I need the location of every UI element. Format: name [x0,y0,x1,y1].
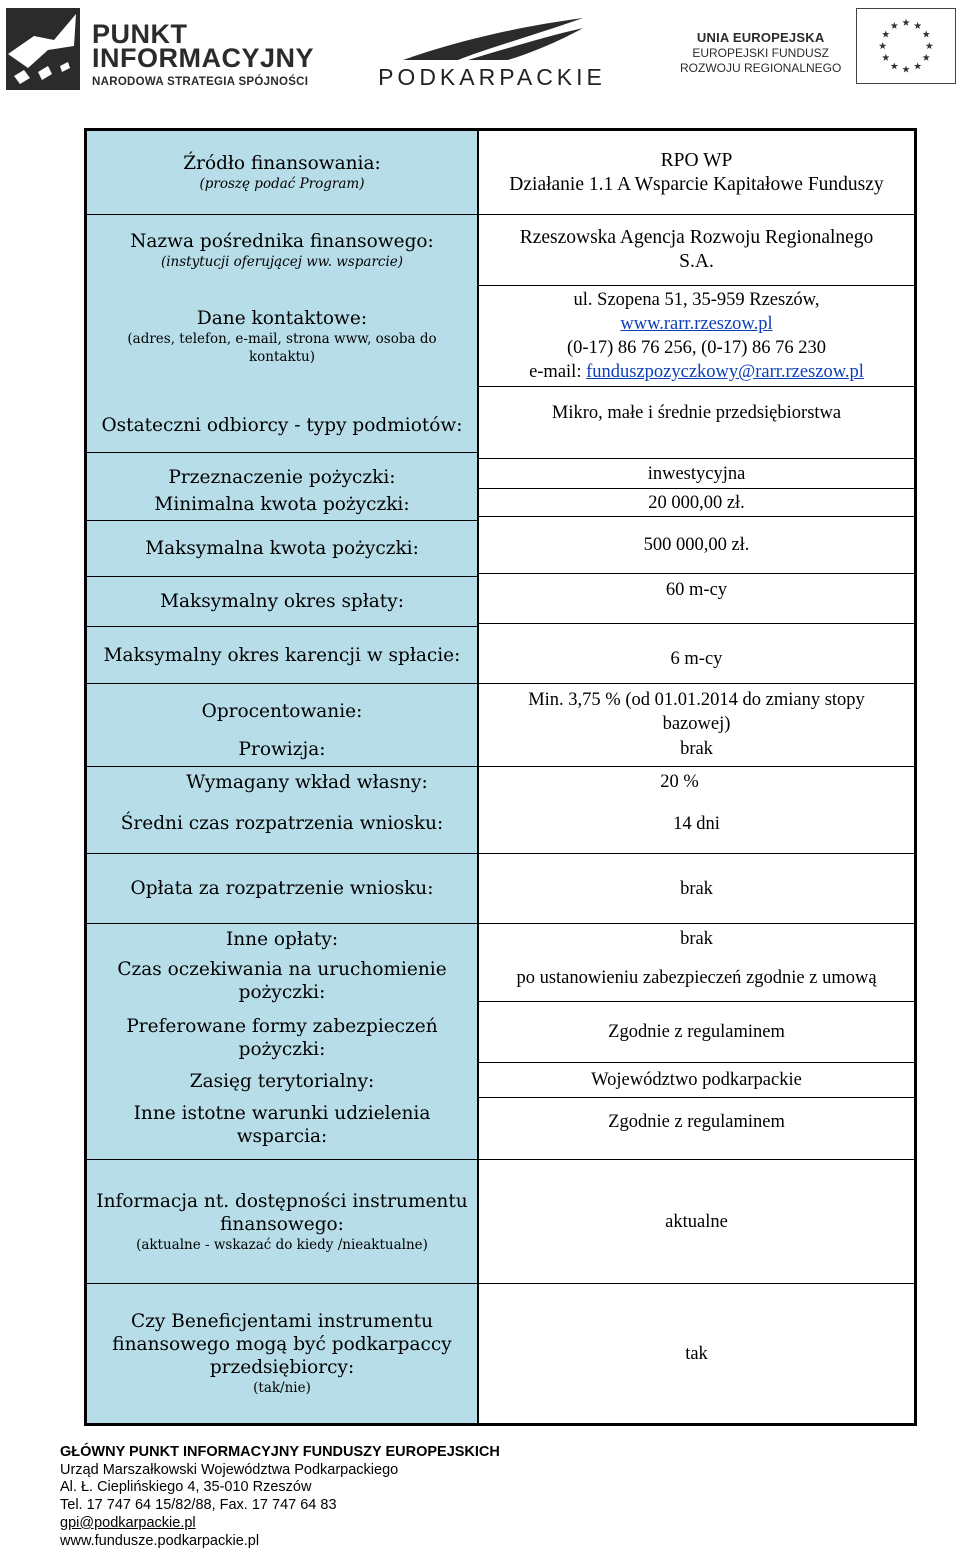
label-zabezpieczenia-line1: Preferowane formy zabezpieczeń [126,1016,438,1037]
row-wklad [87,767,914,797]
eu-star-icon [914,22,921,29]
sub-posrednik: (instytucji oferującej ww. wsparcie) [160,253,404,270]
row-prowizja [87,734,914,764]
value-odbiorcy: Mikro, małe i średnie przedsiębiorstwa [551,403,842,423]
row-warunki-value [87,1098,914,1146]
row-beneficjenci [87,1284,914,1423]
eu-star-icon [926,42,933,49]
label-dostepnosc-line2: finansowego: [220,1213,344,1235]
value-oplata: brak [680,878,713,899]
label-warunki-line1: Inne istotne warunki udzielenia [133,1103,431,1124]
label-beneficjenci-line2: finansowego mogą być podkarpaccy [112,1334,452,1355]
value-kontakt-address: ul. Szopena 51, 35-959 Rzeszów, [573,290,820,310]
label-kontakt: Dane kontaktowe: [196,307,368,329]
label-inne-oplaty: Inne opłaty: [225,928,339,950]
sub-kontakt: (adres, telefon, e-mail, strona www, osoba do kontaktu) [127,330,437,365]
row-max-kwota-value [87,517,914,573]
label-oprocentowanie: Oprocentowanie: [201,701,363,722]
label-warunki-line2: wsparcia: [236,1126,328,1147]
eu-wordmark [680,30,841,76]
podkarpackie-logo [378,14,606,90]
sub-beneficjenci: (tak/nie) [253,1380,311,1396]
row-posrednik [87,215,914,285]
value-dostepnosc: aktualne [665,1211,728,1232]
label-prowizja: Prowizja: [238,738,326,760]
label-zasieg: Zasięg terytorialny: [189,1070,375,1092]
page-footer [60,1444,500,1550]
label-max-kwota: Maksymalna kwota pożyczki: [145,538,419,559]
value-max-kwota: 500 000,00 zł. [643,535,750,555]
label-dostepnosc-line1: Informacja nt. dostępności instrumentu [96,1190,468,1212]
row-max-okres-value [87,574,914,623]
row-czas-rozpatrzenia [87,797,914,853]
value-karencja: 6 m-cy [670,649,723,669]
label-beneficjenci-line3: przedsiębiorcy: [209,1357,355,1378]
value-czas-oczekiwania: po ustanowieniu zabezpieczeń zgodnie z umową [516,967,877,988]
row-inne-oplaty [87,924,914,954]
value-czas-rozpatrzenia: 14 dni [673,814,720,834]
eu-fund-line2: ROZWOJU REGIONALNEGO [680,61,842,75]
value-max-okres: 60 m-cy [665,580,728,600]
value-min-kwota: 20 000,00 zł. [648,492,745,513]
row-zasieg-value [87,1063,914,1097]
label-czas-oczekiwania-line2: pożyczki: [238,982,326,1003]
value-inne-oplaty: brak [680,929,713,949]
label-min-kwota: Minimalna kwota pożyczki: [154,494,410,515]
eu-star-icon [923,54,930,61]
value-wklad: 20 % [660,772,699,792]
nss-subtitle: NARODOWA STRATEGIA SPÓJNOŚCI [92,76,309,88]
row-przeznaczenie-value [87,459,914,488]
label-beneficjenci-line1: Czy Beneficjentami instrumentu [130,1311,434,1332]
footer-phone: Tel. 17 747 64 15/82/88, Fax. 17 747 64 83 [60,1497,337,1514]
label-oplata: Opłata za rozpatrzenie wniosku: [130,878,434,899]
row-dostepnosc [87,1160,914,1283]
value-kontakt-email-line [529,360,864,384]
eu-fund-line1: EUROPEJSKI FUNDUSZ [692,46,830,60]
label-czas-rozpatrzenia: Średni czas rozpatrzenia wniosku: [120,813,444,834]
podkarpackie-wordmark: PODKARPACKIE [378,64,606,90]
label-zrodlo: Źródło finansowania: [183,153,381,174]
contact-www-link[interactable]: www.rarr.rzeszow.pl [620,314,773,334]
value-warunki: Zgodnie z regulaminem [608,1112,785,1132]
punkt-informacyjny-logo-icon [4,6,82,92]
sub-dostepnosc: (aktualne - wskazać do kiedy /nieaktualne) [136,1236,428,1253]
row-kontakt [87,286,914,386]
row-zrodlo [87,131,914,214]
sub-zrodlo: (proszę podać Program) [199,176,365,192]
label-odbiorcy: Ostateczni odbiorcy - typy podmiotów: [101,415,463,436]
value-oprocentowanie-line2: bazowej) [662,713,731,734]
eu-star-icon [902,19,909,26]
eu-star-icon [902,65,909,72]
eu-star-icon [882,30,889,37]
row-czas-oczekiwania-value [87,954,914,1001]
footer-email-link[interactable]: gpi@podkarpackie.pl [60,1514,196,1531]
footer-office: Urząd Marszałkowski Województwa Podkarpackiego [60,1461,399,1478]
value-posrednik-line2: S.A. [679,251,714,272]
value-zabezpieczenia: Zgodnie z regulaminem [608,1022,785,1042]
row-min-kwota [87,489,914,520]
label-posrednik: Nazwa pośrednika finansowego: [130,230,434,252]
eu-star-icon [882,54,889,61]
eu-star-icon [891,22,898,29]
value-posrednik-line1: Rzeszowska Agencja Rozwoju Regionalnego [519,227,874,248]
eu-flag-icon [856,8,956,84]
label-max-okres: Maksymalny okres spłaty: [160,591,404,612]
value-zrodlo-line1: RPO WP [660,149,733,171]
footer-address: Al. Ł. Cieplińskiego 4, 35-010 Rzeszów [60,1479,312,1496]
eu-star-icon [923,30,930,37]
eu-title: UNIA EUROPEJSKA [696,30,825,45]
informacyjny-title: INFORMACYJNY [92,43,315,73]
contact-email-link[interactable]: funduszpozyczkowy@rarr.rzeszow.pl [586,362,864,382]
label-karencja: Maksymalny okres karencji w spłacie: [103,644,461,666]
label-przeznaczenie: Przeznaczenie pożyczki: [168,467,396,488]
footer-www: www.fundusze.podkarpackie.pl [60,1532,260,1549]
value-przeznaczenie: inwestycyjna [647,463,746,484]
eu-star-icon [879,42,886,49]
page-header [0,0,960,110]
label-zabezpieczenia-line2: pożyczki: [238,1039,326,1060]
eu-star-icon [914,62,921,69]
row-karencja-value [87,624,914,683]
value-oprocentowanie-line1: Min. 3,75 % (od 01.01.2014 do zmiany stopy [528,689,865,710]
email-prefix: e-mail: [529,362,587,382]
row-oplata [87,854,914,923]
value-beneficjenci: tak [685,1343,708,1364]
loan-info-table [84,128,917,1426]
value-kontakt-phone: (0-17) 86 76 256, (0-17) 86 76 230 [567,338,826,358]
punkt-title: PUNKT [92,19,188,49]
footer-title: GŁÓWNY PUNKT INFORMACYJNY FUNDUSZY EUROPEJSKICH [60,1444,500,1460]
value-zrodlo-line2: Działanie 1.1 A Wsparcie Kapitałowe Funduszy [509,173,884,195]
row-odbiorcy [87,387,914,452]
label-wklad: Wymagany wkład własny: [186,771,428,793]
value-prowizja: brak [680,739,713,759]
value-zasieg: Województwo podkarpackie [591,1070,802,1090]
punkt-informacyjny-wordmark [92,19,315,88]
label-czas-oczekiwania-line1: Czas oczekiwania na uruchomienie [117,959,447,980]
podkarpackie-swoosh-icon [398,14,588,64]
row-zabezpieczenia-value [87,1002,914,1062]
eu-star-icon [891,62,898,69]
